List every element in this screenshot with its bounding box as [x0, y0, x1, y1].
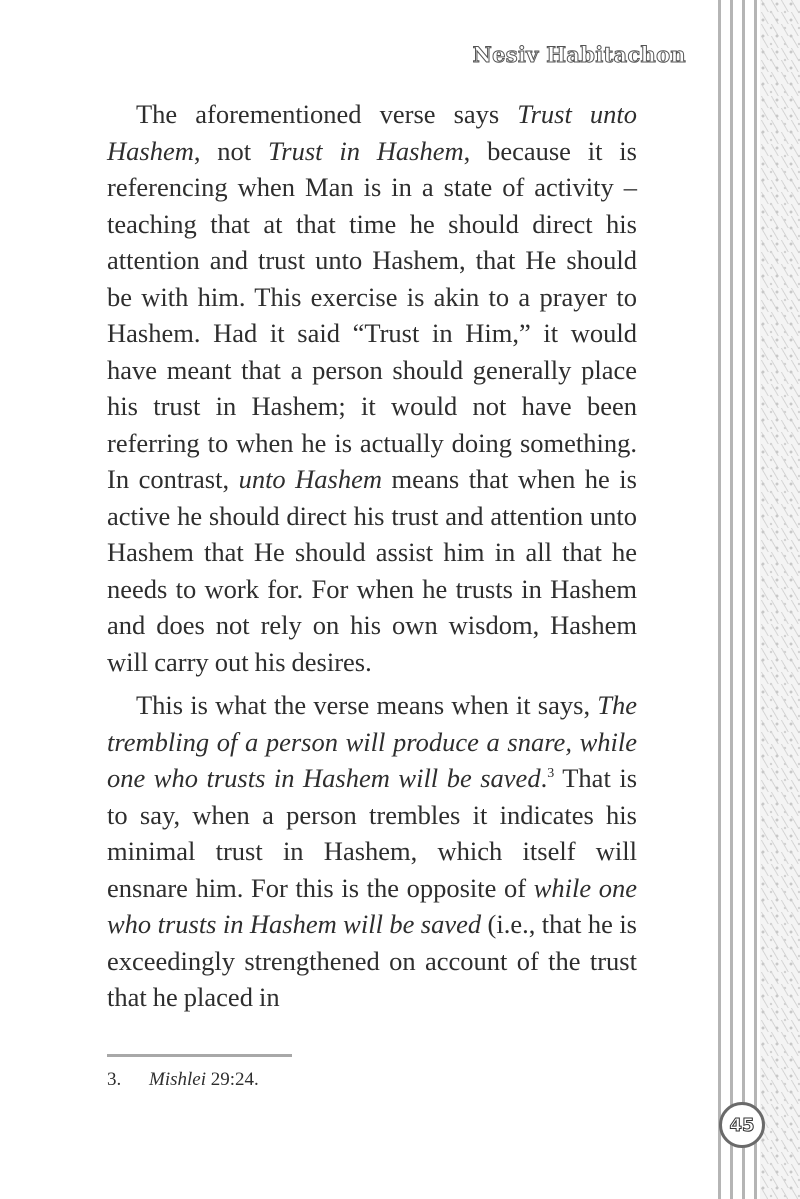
text-run: This is what the verse means when it says, [136, 690, 598, 720]
text-run: That is to say, when a person trembles it indicates his minimal trust in Hashem, which itself will ensnare him. For this is the opposite of [107, 763, 638, 903]
paragraph [107, 96, 637, 680]
text-run: (i.e., that he is exceedingly strengthened on account of the trust that he placed in [107, 909, 637, 1012]
text-run: The aforementioned verse says [136, 99, 518, 129]
paragraph [107, 687, 637, 1016]
italic-quote: unto Hashem [238, 464, 383, 494]
decorative-stripes [718, 0, 758, 1199]
text-run: , because it is referencing when Man is in a state of activity – teaching that at that time he should direct his attention and trust unto Hashem, that He should be with him. This exercise is akin to a prayer to Hashem. Had it said “Trust in Him,” it would have meant that a person should generally place his trust in Hashem; it would not have been referring to when he is actually doing something. In contrast, [107, 135, 637, 494]
text-run: means that when he is active he should direct his trust and attention unto Hashem that He should assist him in all that he needs to work for. For when he trusts in Hashem and does not rely on his own wisdom, Hashem will carry out his desires. [107, 464, 637, 677]
italic-quote: Trust in Hashem [268, 135, 464, 166]
italic-quote: The trembling of a person will produce a snare, while one who trusts in Hashem will be saved [107, 690, 637, 793]
running-head: Nesiv Habitachon [472, 42, 686, 67]
footnote [107, 1069, 259, 1091]
footnote-reference: 29:24. [206, 1069, 259, 1090]
footnote-marker: 3 [547, 766, 555, 781]
text-run: . [540, 763, 548, 793]
decorative-pattern-border [760, 0, 800, 1199]
italic-quote: while one who trusts in Hashem will be saved [107, 872, 638, 939]
text-run: , not [193, 135, 268, 166]
italic-quote: Trust unto Hashem [107, 99, 637, 166]
footnote-number: 3. [107, 1069, 122, 1090]
footnote-divider [107, 1054, 292, 1057]
page-number-badge: 45 [719, 1102, 765, 1148]
body-text [107, 96, 637, 1016]
footnote-source: Mishlei [149, 1069, 206, 1090]
